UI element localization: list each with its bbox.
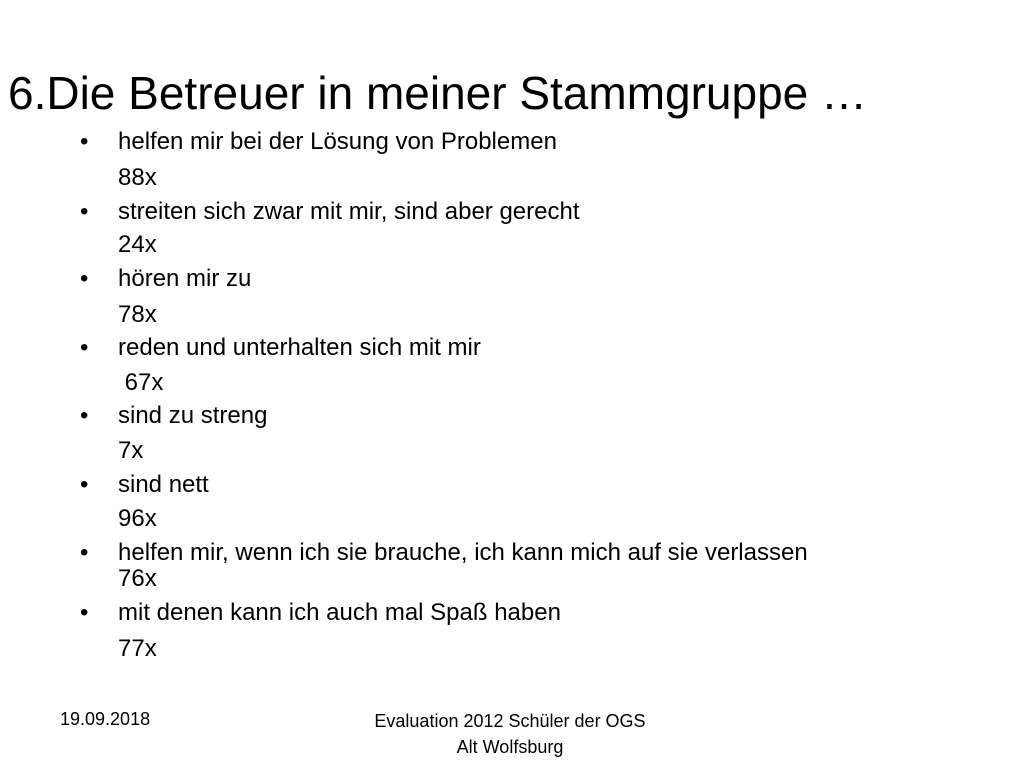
bullet-icon: • — [80, 265, 89, 292]
footer-line-1: Evaluation 2012 Schüler der OGS — [374, 711, 646, 731]
footer-line-2: Alt Wolfsburg — [456, 737, 564, 757]
item-count: 7x — [118, 437, 144, 464]
bullet-icon: • — [80, 198, 89, 225]
bullet-icon: • — [80, 402, 89, 429]
item-text: sind zu streng — [118, 402, 268, 429]
bullet-icon: • — [80, 599, 89, 626]
bullet-icon: • — [80, 334, 89, 361]
item-text: helfen mir, wenn ich sie brauche, ich kann mich auf sie verlassen — [118, 539, 808, 566]
item-text: reden und unterhalten sich mit mir — [118, 334, 481, 361]
item-text: mit denen kann ich auch mal Spaß haben — [118, 599, 561, 626]
item-count: 88x — [118, 164, 157, 191]
item-count: 96x — [118, 505, 157, 532]
item-text: helfen mir bei der Lösung von Problemen — [118, 128, 557, 155]
item-text: streiten sich zwar mit mir, sind aber gerecht — [118, 198, 580, 225]
item-count: 78x — [118, 301, 157, 328]
item-text: sind nett — [118, 471, 209, 498]
item-count: 24x — [118, 231, 157, 258]
item-count: 77x — [118, 635, 157, 662]
bullet-icon: • — [80, 128, 89, 155]
item-count: 76x — [118, 565, 157, 592]
bullet-icon: • — [80, 539, 89, 566]
item-text: hören mir zu — [118, 265, 252, 292]
bullet-icon: • — [80, 471, 89, 498]
footer-caption — [340, 708, 680, 760]
footer-date: 19.09.2018 — [60, 709, 151, 729]
slide-title: 6.Die Betreuer in meiner Stammgruppe … — [8, 67, 868, 119]
item-count: 67x — [118, 369, 164, 396]
